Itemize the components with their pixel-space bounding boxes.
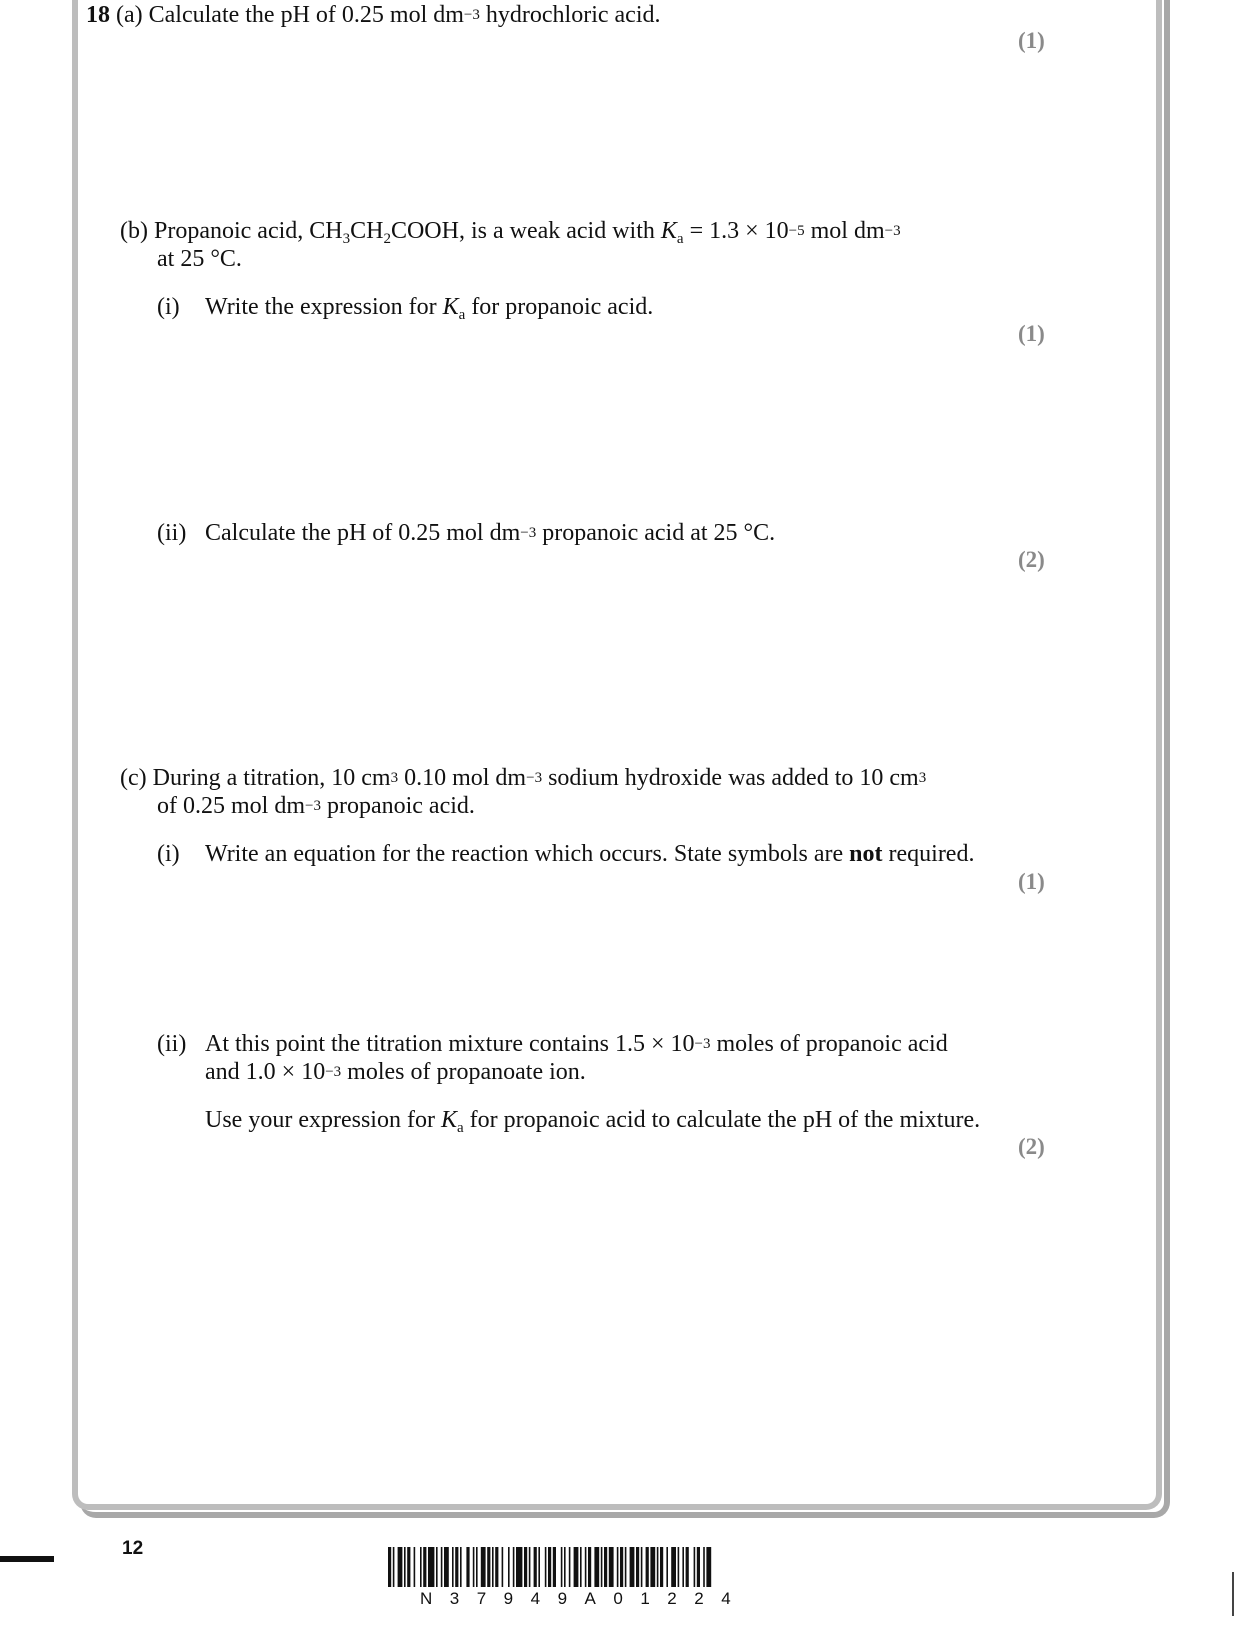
barcode-bar	[620, 1547, 623, 1587]
barcode-bar	[466, 1547, 469, 1587]
question-18c-ii: At this point the titration mixture contains $1.5 \times 10^{-3}$ moles of propanoic acid	[205, 1031, 948, 1057]
barcode-bar	[428, 1547, 434, 1587]
barcode-bar	[682, 1547, 684, 1587]
left-margin-bar	[0, 1556, 54, 1562]
marks-18c-i: (1)	[1018, 869, 1045, 894]
barcode-bar	[452, 1547, 454, 1587]
barcode-bar	[564, 1547, 566, 1587]
barcode-bar	[444, 1547, 449, 1587]
barcode-text: N37949A01224	[420, 1589, 749, 1608]
barcode-bar	[508, 1547, 510, 1587]
question-18c-ii-label: (ii)	[157, 1031, 187, 1057]
barcode-bar	[423, 1547, 426, 1587]
barcode-bar	[650, 1547, 655, 1587]
question-18c-i-label: (i)	[157, 841, 180, 867]
barcode-bar	[492, 1547, 494, 1587]
question-18c-line2: of 0.25 mol $dm^{-3}$ propanoic acid.	[157, 793, 475, 819]
barcode-bar	[553, 1547, 556, 1587]
barcode-bar	[404, 1547, 406, 1587]
part-label-a: (a)	[116, 2, 143, 28]
question-18b-line2: at 25 °C.	[157, 246, 242, 272]
barcode-bar	[697, 1547, 700, 1587]
page-number: 12	[122, 1538, 144, 1559]
barcode-bar	[516, 1547, 522, 1587]
barcode-bar	[495, 1547, 498, 1587]
barcode-bar	[476, 1547, 478, 1587]
question-18c: (c) During a titration, 10 $cm^3$ 0.10 mol $dm^{-3}$ sodium hydroxide was added to 10 $cm^3$	[120, 765, 927, 791]
barcode-bar	[388, 1547, 391, 1587]
barcode-bar	[538, 1547, 540, 1587]
barcode-bar	[487, 1547, 490, 1587]
barcode-bar	[588, 1547, 591, 1587]
barcode-bar	[703, 1547, 705, 1587]
barcode-bar	[678, 1547, 680, 1587]
question-number: 18	[86, 2, 110, 28]
question-18b-ii-label: (ii)	[157, 520, 187, 546]
marks-18b-i: (1)	[1018, 321, 1045, 346]
barcode-bar	[585, 1547, 587, 1587]
barcode-bar	[601, 1547, 603, 1587]
question-18c-ii-line2: and $1.0 \times 10^{-3}$ moles of propanoate ion.	[205, 1059, 586, 1085]
question-18b: (b) Propanoic acid, $CH_3CH_2COOH$, is a weak acid with $K_a = 1.3 \times 10^{-5}$ mol $dm^{-3}$	[120, 218, 901, 247]
barcode-bar	[630, 1547, 635, 1587]
marks-18b-ii: (2)	[1018, 547, 1045, 572]
barcode-bar	[398, 1547, 403, 1587]
barcode-bar	[420, 1547, 422, 1587]
barcode-bar	[436, 1547, 438, 1587]
barcode-bar	[481, 1547, 486, 1587]
question-18b-i-label: (i)	[157, 294, 180, 320]
barcode-bar	[657, 1547, 659, 1587]
barcode-bar	[529, 1547, 531, 1587]
barcode-bar	[625, 1547, 627, 1587]
barcode-bar	[561, 1547, 563, 1587]
barcode-bar	[694, 1547, 696, 1587]
barcode-bar	[617, 1547, 619, 1587]
part-label-c: (c)	[120, 765, 147, 791]
barcode-bar	[686, 1547, 689, 1587]
question-18a: 18 (a) Calculate the pH of 0.25 mol $dm^{-3}$ hydrochloric acid.	[86, 2, 661, 28]
marks-18c-ii: (2)	[1018, 1134, 1045, 1159]
right-edge-line	[1232, 1572, 1234, 1616]
barcode-bar	[473, 1547, 475, 1587]
barcode-bar	[671, 1547, 676, 1587]
barcode-bar	[513, 1547, 515, 1587]
barcode-bar	[604, 1547, 607, 1587]
barcode-bar	[393, 1547, 395, 1587]
barcode-bar	[460, 1547, 462, 1587]
barcode-bar	[534, 1547, 537, 1587]
barcode-bar	[646, 1547, 649, 1587]
barcode-bar	[641, 1547, 643, 1587]
barcode-bar	[441, 1547, 443, 1587]
barcode-bar	[545, 1547, 547, 1587]
barcode	[388, 1547, 860, 1589]
barcode-bar	[574, 1547, 579, 1587]
question-18b-i: Write the expression for $K_a$ for propanoic acid.	[205, 294, 654, 323]
barcode-bar	[502, 1547, 504, 1587]
barcode-bar	[594, 1547, 599, 1587]
question-18c-i: Write an equation for the reaction which occurs. State symbols are not required.	[205, 841, 975, 867]
marks-18a: (1)	[1018, 28, 1045, 53]
barcode-bar	[609, 1547, 614, 1587]
barcode-bar	[580, 1547, 582, 1587]
part-label-b: (b)	[120, 218, 148, 244]
barcode-bar	[706, 1547, 711, 1587]
barcode-bar	[524, 1547, 527, 1587]
barcode-bar	[666, 1547, 668, 1587]
barcode-bar	[660, 1547, 663, 1587]
barcode-bar	[414, 1547, 416, 1587]
barcode-bar	[548, 1547, 551, 1587]
barcode-bar	[636, 1547, 639, 1587]
question-18c-ii-line3: Use your expression for $K_a$ for propanoic acid to calculate the pH of the mixture.	[205, 1107, 981, 1136]
barcode-bar	[407, 1547, 410, 1587]
barcode-bar	[455, 1547, 458, 1587]
barcode-bar	[569, 1547, 571, 1587]
question-18b-ii: Calculate the pH of 0.25 mol $dm^{-3}$ propanoic acid at 25 °C.	[205, 520, 776, 546]
